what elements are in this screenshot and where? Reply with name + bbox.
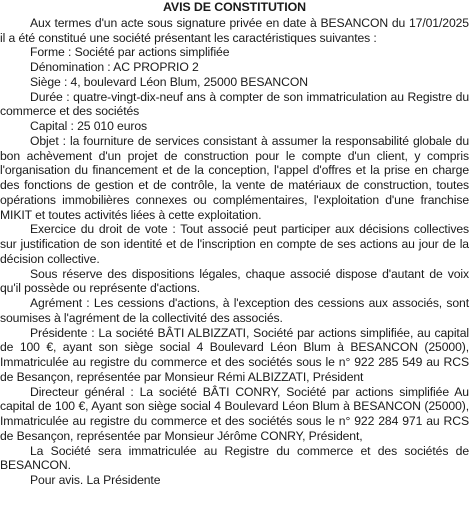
signature-line: Pour avis. La Présidente	[30, 473, 161, 487]
immatriculation-paragraph: La Société sera immatriculée au Registre du commerce et des sociétés de BESANCON.	[0, 443, 469, 473]
duree-paragraph: Durée : quatre-vingt-dix-neuf ans à compter de son immatriculation au Registre du commerce et des sociétés	[0, 89, 469, 119]
reserve-paragraph: Sous réserve des dispositions légales, chaque associé dispose d'autant de voix qu'il possède ou représente d'actions.	[0, 266, 469, 296]
agrement-paragraph: Agrément : Les cessions d'actions, à l'exception des cessions aux associés, sont soumises à l'agrément de la collectivité des associés.	[0, 296, 469, 325]
objet-paragraph: Objet : la fourniture de services consistant à assumer la responsabilité globale du bon achèvement d'un projet de construction pour le compte d'un client, y compris l'organisation du financement et de la conception, l'appel d'offres et la prise en charge des fonctions de gestion et de contrôle, la vente de matériaux de construction, toutes opérations immobilières connexes ou complémentaires, l'exploitation d'une franchise MIKIT et toutes activités liées à cette exploitation.	[0, 133, 469, 222]
presidente-paragraph: Présidente : La société BÂTI ALBIZZATI, Société par actions simplifiée, au capital de 100 €, ayant son siège social 4 Boulevard Léon Blum à BESANCON (25000), Immatriculée au registre du commerce et des sociétés sous le n° 922 285 549 au RCS de Besançon, représentée par Monsieur Rémi ALBIZZATI, Président	[0, 325, 469, 384]
capital-line: Capital : 25 010 euros	[30, 119, 148, 133]
directeur-paragraph: Directeur général : La société BÂTI CONRY, Société par actions simplifiée Au capital de 100 €, Ayant son siège social 4 Boulevard Léon Blum à BESANCON (25000), Immatriculée au registre du commerce et des sociétés sous le n° 922 284 971 au RCS de Besançon, représentée par Monsieur Jérôme CONRY, Président,	[0, 384, 469, 443]
notice-title: AVIS DE CONSTITUTION	[162, 0, 307, 14]
siege-line: Siège : 4, boulevard Léon Blum, 25000 BESANCON	[30, 74, 308, 89]
vote-paragraph: Exercice du droit de vote : Tout associé peut participer aux décisions collectives sur justification de son identité et de l'inscription en compte de ses actions au jour de la décision collective.	[0, 222, 469, 266]
intro-paragraph: Aux termes d'un acte sous signature privée en date à BESANCON du 17/01/2025 il a été constitué une société présentant les caractéristiques suivantes :	[0, 15, 469, 45]
denomination-line: Dénomination : AC PROPRIO 2	[30, 60, 199, 74]
forme-line: Forme : Société par actions simplifiée	[30, 45, 230, 60]
